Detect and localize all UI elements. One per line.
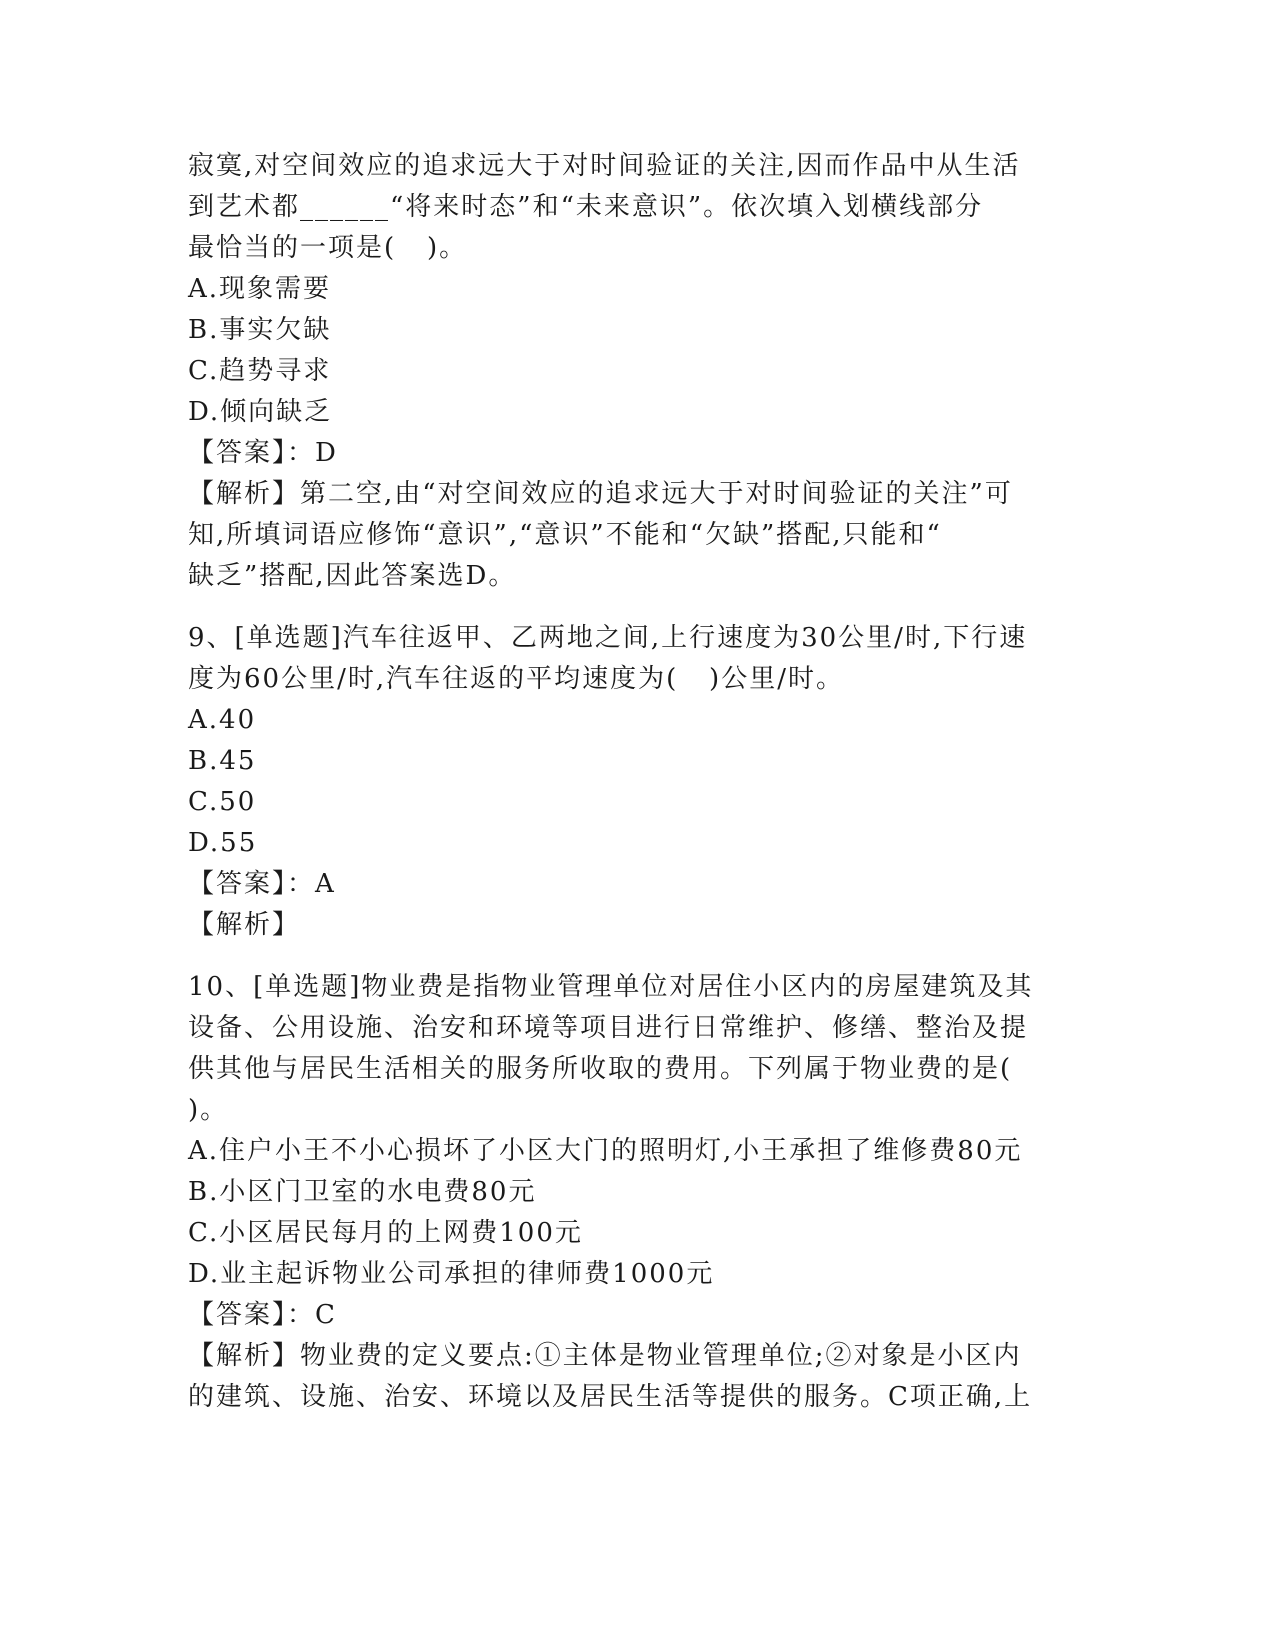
q9-option-c: C.50 — [188, 787, 257, 817]
q8-answer: 【答案】：D — [188, 438, 338, 468]
q9-answer: 【答案】：A — [188, 869, 336, 899]
q10-analysis-line-2: 的建筑、设施、治安、环境以及居民生活等提供的服务。C项正确,上 — [188, 1382, 1033, 1412]
q8-stem-line-1: 寂寞,对空间效应的追求远大于对时间验证的关注,因而作品中从生活 — [188, 151, 1021, 181]
q10-answer: 【答案】：C — [188, 1300, 337, 1330]
q9-analysis: 【解析】 — [188, 910, 301, 940]
q9-option-a: A.40 — [188, 705, 257, 735]
q8-option-b: B.事实欠缺 — [188, 315, 332, 345]
q8-stem-line-3: 最恰当的一项是( )。 — [188, 233, 468, 263]
q10-option-b: B.小区门卫室的水电费80元 — [188, 1177, 537, 1207]
q10-option-d: D.业主起诉物业公司承担的律师费1000元 — [188, 1259, 715, 1289]
q10-analysis-line-1: 【解析】物业费的定义要点:①主体是物业管理单位;②对象是小区内 — [188, 1341, 1022, 1371]
q8-option-a: A.现象需要 — [188, 274, 332, 304]
q9-stem-line-2: 度为60公里/时,汽车往返的平均速度为( )公里/时。 — [188, 664, 844, 694]
q8-option-d: D.倾向缺乏 — [188, 397, 333, 427]
q9-option-d: D.55 — [188, 828, 258, 858]
q9-stem-line-1: 9、[单选题]汽车往返甲、乙两地之间,上行速度为30公里/时,下行速 — [188, 623, 1028, 653]
q10-stem-line-1: 10、[单选题]物业费是指物业管理单位对居住小区内的房屋建筑及其 — [188, 972, 1034, 1002]
q8-analysis-line-2: 知,所填词语应修饰“意识”,“意识”不能和“欠缺”搭配,只能和“ — [188, 520, 942, 550]
q8-stem-line-2: 到艺术都______“将来时态”和“未来意识”。依次填入划横线部分 — [188, 192, 984, 222]
q10-stem-line-4: )。 — [188, 1095, 229, 1125]
q8-analysis-line-1: 【解析】第二空,由“对空间效应的追求远大于对时间验证的关注”可 — [188, 479, 1013, 509]
q10-stem-line-3: 供其他与居民生活相关的服务所收取的费用。下列属于物业费的是( — [188, 1054, 1013, 1084]
q9-option-b: B.45 — [188, 746, 257, 776]
q8-option-c: C.趋势寻求 — [188, 356, 332, 386]
q10-stem-line-2: 设备、公用设施、治安和环境等项目进行日常维护、修缮、整治及提 — [188, 1013, 1029, 1043]
q10-option-c: C.小区居民每月的上网费100元 — [188, 1218, 583, 1248]
q10-option-a: A.住户小王不小心损坏了小区大门的照明灯,小王承担了维修费80元 — [188, 1136, 1023, 1166]
q8-analysis-line-3: 缺乏”搭配,因此答案选D。 — [188, 561, 517, 591]
